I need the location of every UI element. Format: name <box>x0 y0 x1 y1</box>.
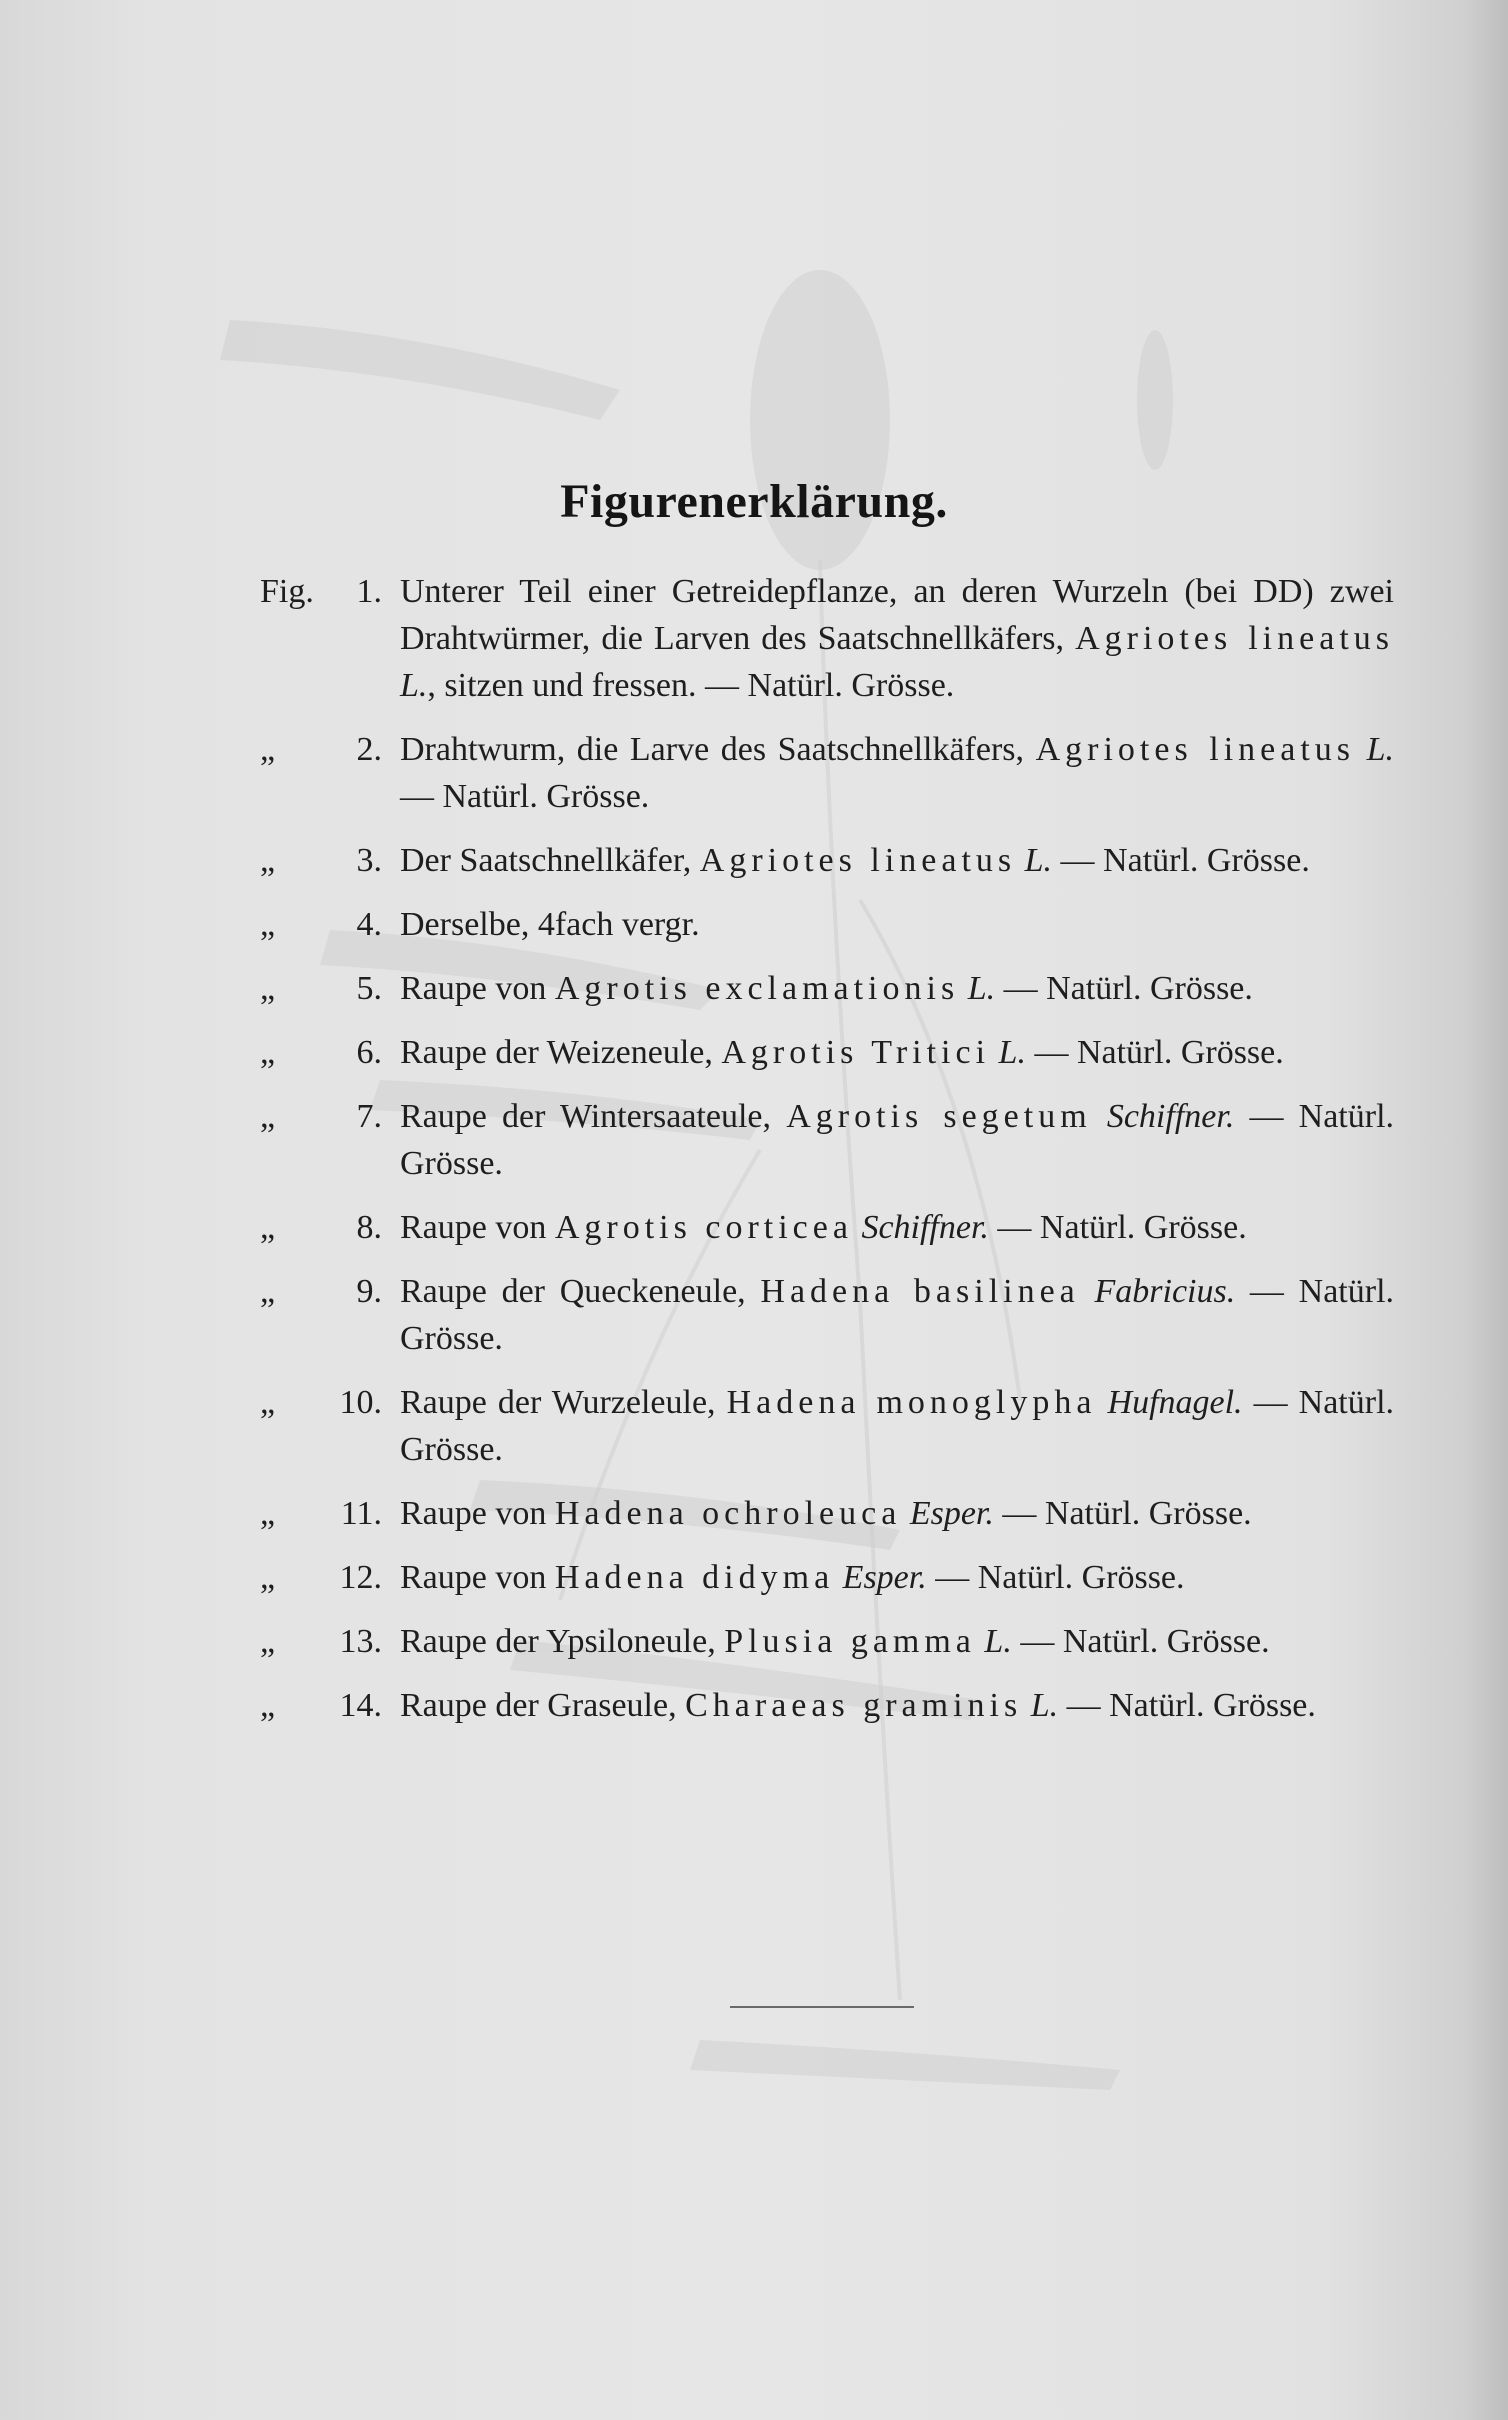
figure-prefix: „ <box>260 970 276 1007</box>
description-text <box>1016 842 1025 879</box>
author-name: Esper. <box>842 1559 927 1596</box>
description-text <box>834 1559 843 1596</box>
author-name: L. <box>1366 731 1395 768</box>
description-text: Raupe der Weizeneule, <box>400 1034 722 1071</box>
figure-number: 11. <box>340 1495 382 1532</box>
species-name: Hadena ochroleuca <box>554 1495 902 1532</box>
page-title: Figurenerklärung. <box>560 475 948 528</box>
figure-list <box>260 568 1394 1746</box>
species-name: Hadena didyma <box>554 1559 835 1596</box>
figure-prefix: „ <box>260 906 276 943</box>
figure-prefix: „ <box>260 1034 276 1071</box>
description-text <box>1092 1098 1107 1135</box>
figure-prefix: „ <box>260 1495 276 1532</box>
figure-entry <box>260 1682 1394 1729</box>
figure-number: 4. <box>356 906 382 943</box>
description-text: — Natürl. Grösse. <box>993 1495 1252 1532</box>
species-name: Plusia gamma <box>724 1623 976 1660</box>
author-name: L. <box>1024 842 1053 879</box>
description-text: — Natürl. Grösse. <box>1011 1623 1270 1660</box>
description-text: — Natürl. Grösse. <box>400 778 650 815</box>
figure-prefix: „ <box>260 1384 276 1421</box>
figure-number: 1. <box>356 573 382 610</box>
figure-description <box>400 965 1394 1012</box>
author-name: Schiffner. <box>1106 1098 1235 1135</box>
figure-description <box>400 1379 1394 1473</box>
figure-entry <box>260 901 1394 948</box>
description-text <box>901 1495 910 1532</box>
description-text: Derselbe, 4fach vergr. <box>400 906 700 943</box>
figure-description <box>400 837 1394 884</box>
description-text: — Natürl. Grösse. <box>1052 842 1310 879</box>
figure-entry <box>260 1093 1394 1187</box>
figure-prefix: „ <box>260 1273 276 1310</box>
description-text: — Natürl. Grösse. <box>400 1384 1395 1468</box>
figure-number: 13. <box>339 1623 382 1660</box>
figure-description <box>400 901 1394 948</box>
description-text <box>1022 1687 1031 1724</box>
figure-prefix: „ <box>260 1687 276 1724</box>
figure-prefix: „ <box>260 1559 276 1596</box>
figure-entry <box>260 1490 1394 1537</box>
description-text: Raupe von <box>400 1559 555 1596</box>
figure-description <box>400 1554 1394 1601</box>
description-text <box>990 1034 999 1071</box>
figure-entry <box>260 1379 1394 1473</box>
figure-description <box>400 1490 1394 1537</box>
description-text: Raupe der Wurzeleule, <box>400 1384 727 1421</box>
figure-number: 3. <box>356 842 382 879</box>
figure-number: 8. <box>356 1209 382 1246</box>
figure-number: 5. <box>356 970 382 1007</box>
figure-number: 14. <box>339 1687 382 1724</box>
description-text <box>1096 1384 1107 1421</box>
description-text: Drahtwurm, die Larve des Saatschnellkäfers, <box>400 731 1036 768</box>
description-text <box>1080 1273 1095 1310</box>
figure-entry <box>260 1268 1394 1362</box>
figure-entry <box>260 726 1394 820</box>
author-name: L. <box>967 970 996 1007</box>
figure-number: 12. <box>339 1559 382 1596</box>
description-text: Unterer Teil einer Getreidepflanze, an deren Wurzeln (bei DD) zwei Drahtwürmer, die Larven des Saatschnellkäfers, <box>400 573 1394 657</box>
author-name: Fabricius. <box>1094 1273 1236 1310</box>
figure-prefix: „ <box>260 1098 276 1135</box>
species-name: Hadena monoglypha <box>726 1384 1097 1421</box>
figure-number: 6. <box>356 1034 382 1071</box>
figure-entry <box>260 1204 1394 1251</box>
description-text: — Natürl. Grösse. <box>988 1209 1247 1246</box>
figure-description <box>400 568 1394 709</box>
description-text: — Natürl. Grösse. <box>400 1098 1395 1182</box>
species-name: Agrotis Tritici <box>721 1034 991 1071</box>
description-text: Raupe von <box>400 970 555 1007</box>
description-text: Raupe der Queckeneule, <box>400 1273 761 1310</box>
species-name: Agriotes lineatus <box>1035 731 1356 768</box>
author-name: L. <box>998 1034 1026 1071</box>
closing-rule <box>730 2006 914 2008</box>
figure-number: 9. <box>356 1273 382 1310</box>
description-text <box>959 970 968 1007</box>
description-text: — Natürl. Grösse. <box>926 1559 1185 1596</box>
figure-entry <box>260 568 1394 709</box>
description-text: Raupe der Graseule, <box>400 1687 686 1724</box>
figure-description <box>400 1029 1394 1076</box>
figure-prefix: „ <box>260 1623 276 1660</box>
figure-description <box>400 1093 1394 1187</box>
figure-prefix: „ <box>260 842 276 879</box>
figure-entry <box>260 965 1394 1012</box>
figure-entry <box>260 1029 1394 1076</box>
description-text: — Natürl. Grösse. <box>995 970 1253 1007</box>
author-name: L. <box>400 667 428 704</box>
author-name: Schiffner. <box>861 1209 989 1246</box>
figure-entry <box>260 1554 1394 1601</box>
author-name: L. <box>1030 1687 1059 1724</box>
description-text: Raupe von <box>400 1495 555 1532</box>
figure-entry <box>260 837 1394 884</box>
author-name: L. <box>984 1623 1012 1660</box>
figure-description <box>400 1268 1394 1362</box>
description-text: — Natürl. Grösse. <box>1058 1687 1316 1724</box>
species-name: Agrotis segetum <box>786 1098 1092 1135</box>
species-name: Agriotes lineatus <box>1075 620 1394 657</box>
species-name: Agrotis exclamationis <box>554 970 960 1007</box>
figure-description <box>400 1204 1394 1251</box>
description-text: , sitzen und fressen. — Natürl. Grösse. <box>427 667 955 704</box>
species-name: Agriotes lineatus <box>699 842 1017 879</box>
description-text: Der Saatschnellkäfer, <box>400 842 700 879</box>
figure-description <box>400 726 1394 820</box>
description-text: Raupe der Wintersaateule, <box>400 1098 787 1135</box>
description-text: — Natürl. Grösse. <box>1025 1034 1284 1071</box>
figure-prefix: „ <box>260 1209 276 1246</box>
figure-description <box>400 1618 1394 1665</box>
figure-entry <box>260 1618 1394 1665</box>
description-text: Raupe von <box>400 1209 555 1246</box>
figure-number: 10. <box>339 1384 382 1421</box>
description-text <box>1355 731 1367 768</box>
description-text: Raupe der Ypsiloneule, <box>400 1623 725 1660</box>
author-name: Esper. <box>909 1495 994 1532</box>
figure-number: 7. <box>356 1098 382 1135</box>
figure-number: 2. <box>356 731 382 768</box>
species-name: Charaeas graminis <box>685 1687 1023 1724</box>
species-name: Hadena basilinea <box>760 1273 1080 1310</box>
species-name: Agrotis corticea <box>554 1209 853 1246</box>
figure-prefix: Fig. <box>260 573 314 610</box>
figure-prefix: „ <box>260 731 276 768</box>
description-text: — Natürl. Grösse. <box>400 1273 1395 1357</box>
author-name: Hufnagel. <box>1107 1384 1243 1421</box>
figure-description <box>400 1682 1394 1729</box>
